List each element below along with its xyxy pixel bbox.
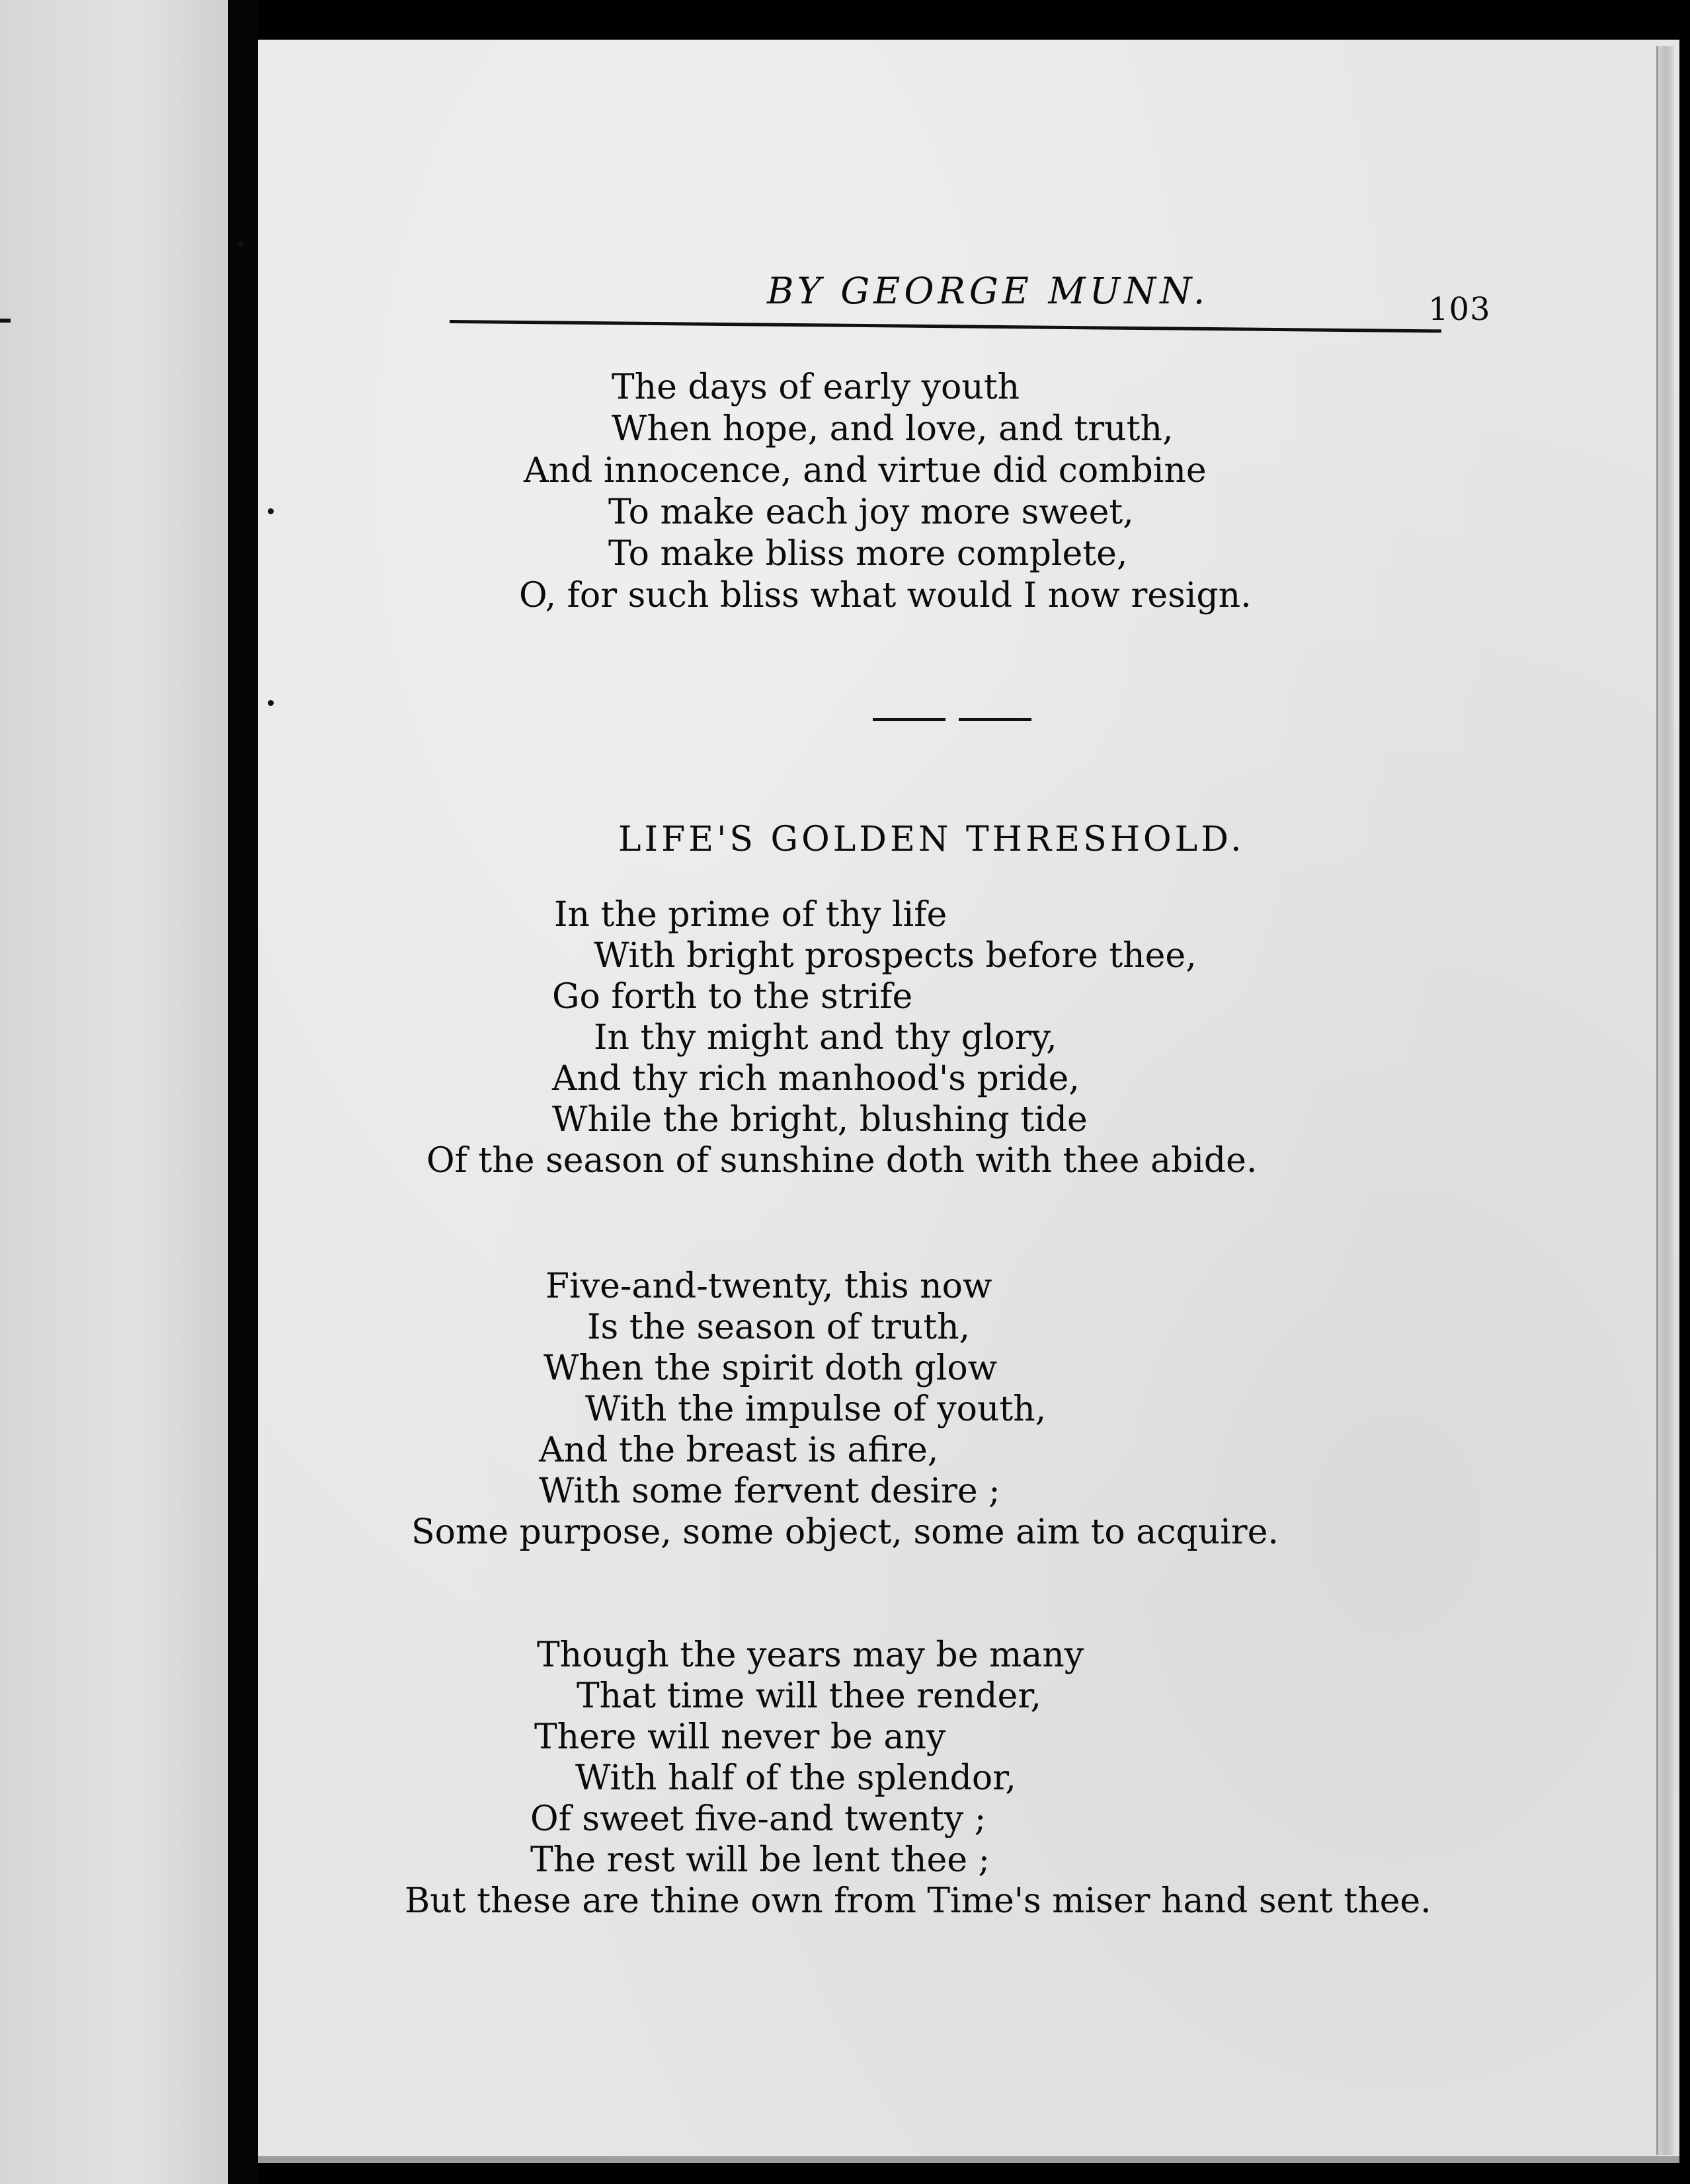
verse-line: There will never be any bbox=[534, 1717, 946, 1757]
running-head: BY GEORGE MUNN. bbox=[767, 270, 1209, 312]
verse-line: In the prime of thy life bbox=[554, 895, 947, 935]
verse-line: O, for such bliss what would I now resign. bbox=[519, 576, 1252, 615]
separator-dash bbox=[959, 718, 1031, 721]
verse-line: When the spirit doth glow bbox=[543, 1348, 998, 1388]
left-page-mark bbox=[0, 319, 11, 323]
verse-line: And the breast is afire, bbox=[539, 1430, 939, 1470]
verse-line: Though the years may be many bbox=[537, 1635, 1084, 1675]
verse-line: Of sweet five-and twenty ; bbox=[530, 1799, 986, 1839]
verse-line: To make each joy more sweet, bbox=[608, 492, 1134, 532]
verse-line: And innocence, and virtue did combine bbox=[524, 451, 1207, 490]
verse-line: The days of early youth bbox=[612, 368, 1020, 407]
verse-line: Of the season of sunshine doth with thee abide. bbox=[426, 1141, 1258, 1181]
margin-dot bbox=[268, 508, 274, 514]
verse-line: When hope, and love, and truth, bbox=[612, 409, 1174, 449]
verse-line: The rest will be lent thee ; bbox=[530, 1840, 990, 1880]
verse-line: That time will thee render, bbox=[577, 1676, 1041, 1716]
page-bottom-edge bbox=[258, 2156, 1679, 2163]
verse-line: While the bright, blushing tide bbox=[552, 1100, 1088, 1140]
verse-line: And thy rich manhood's pride, bbox=[552, 1059, 1080, 1099]
verse-line: To make bliss more complete, bbox=[608, 534, 1128, 574]
verse-line: With the impulse of youth, bbox=[585, 1389, 1047, 1429]
verse-line: But these are thine own from Time's miser hand sent thee. bbox=[405, 1881, 1431, 1921]
verse-line: With bright prospects before thee, bbox=[594, 936, 1197, 976]
verse-line: Go forth to the strife bbox=[552, 977, 913, 1017]
verse-line: Is the season of truth, bbox=[587, 1307, 971, 1347]
margin-dot bbox=[238, 241, 244, 247]
verse-line: With some fervent desire ; bbox=[539, 1471, 1000, 1511]
page-right-edge bbox=[1656, 46, 1674, 2155]
verse-line: Five-and-twenty, this now bbox=[545, 1267, 992, 1306]
verse-line: With half of the splendor, bbox=[575, 1758, 1016, 1798]
left-page-margin bbox=[0, 0, 228, 2184]
verse-line: Some purpose, some object, some aim to acquire. bbox=[411, 1512, 1279, 1552]
verse-line: In thy might and thy glory, bbox=[594, 1018, 1057, 1058]
page-number: 103 bbox=[1428, 291, 1491, 328]
margin-dot bbox=[268, 700, 274, 706]
poem-title: LIFE'S GOLDEN THRESHOLD. bbox=[618, 820, 1245, 859]
separator-dash bbox=[873, 718, 946, 721]
book-spine bbox=[228, 0, 258, 2184]
